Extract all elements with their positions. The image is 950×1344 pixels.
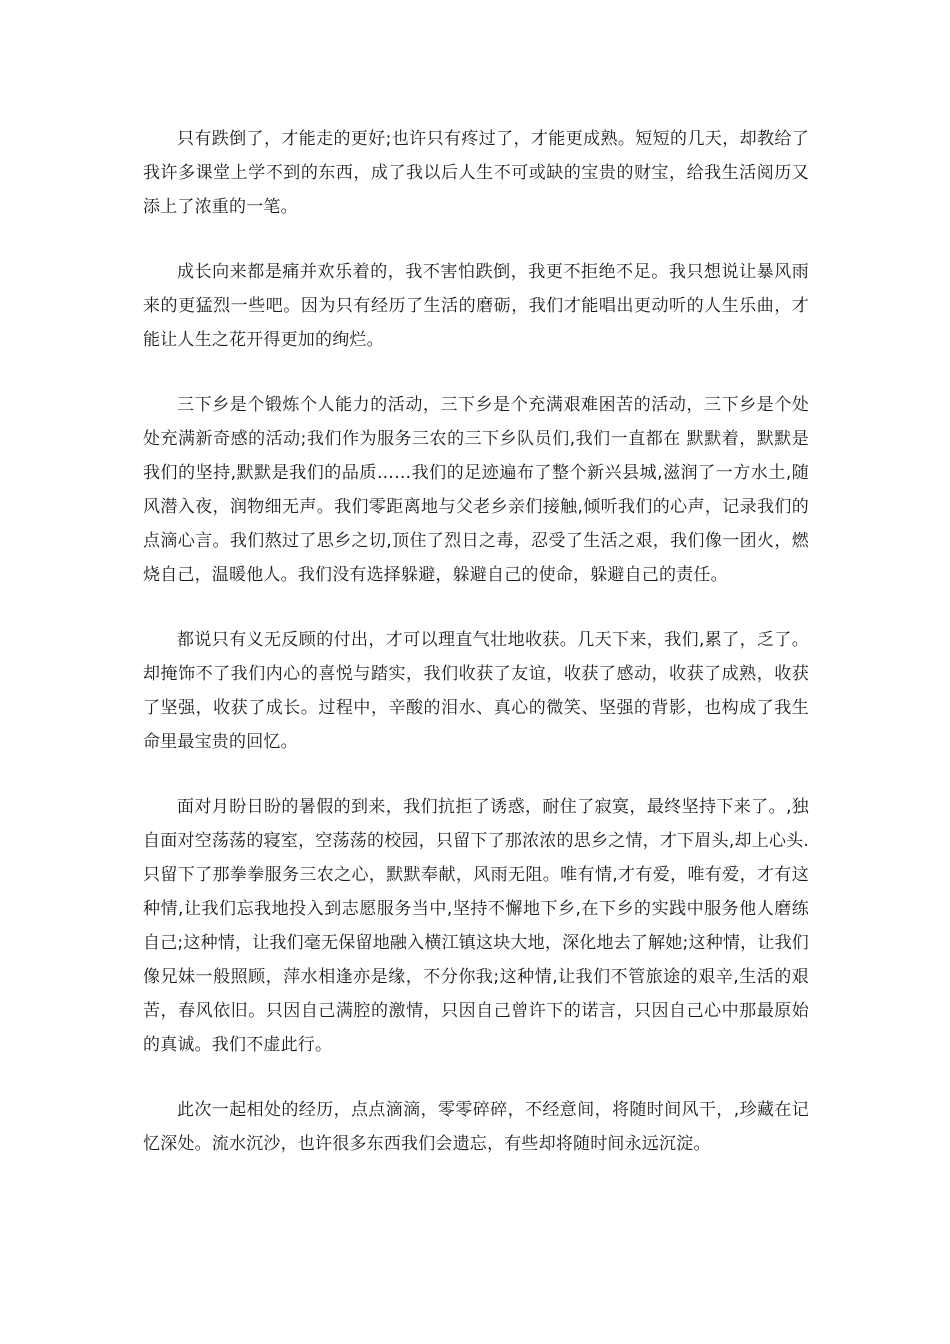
paragraph: 成长向来都是痛并欢乐着的，我不害怕跌倒，我更不拒绝不足。我只想说让暴风雨来的更猛烈一些吧。因为只有经历了生活的磨砺，我们才能唱出更动听的人生乐曲，才能让人生之花开得更加的绚烂。 <box>143 262 809 350</box>
paragraph: 只有跌倒了，才能走的更好;也许只有疼过了，才能更成熟。短短的几天，却教给了我许多课堂上学不到的东西，成了我以后人生不可或缺的宝贵的财宝，给我生活阅历又添上了浓重的一笔。 <box>143 129 809 217</box>
paragraph: 都说只有义无反顾的付出，才可以理直气壮地收获。几天下来，我们,累了，乏了。却掩饰不了我们内心的喜悦与踏实，我们收获了友谊，收获了感动，收获了成熟，收获了坚强，收获了成长。过程中，辛酸的泪水、真心的微笑、坚强的背影，也构成了我生命里最宝贵的回忆。 <box>143 630 809 752</box>
paragraph: 此次一起相处的经历，点点滴滴，零零碎碎，不经意间，将随时间风干，,珍藏在记忆深处。流水沉沙，也许很多东西我们会遗忘，有些却将随时间永远沉淀。 <box>143 1100 809 1154</box>
document-body <box>143 122 809 1192</box>
paragraph: 三下乡是个锻炼个人能力的活动，三下乡是个充满艰难困苦的活动，三下乡是个处处充满新奇感的活动;我们作为服务三农的三下乡队员们,我们一直都在 默默着，默默是我们的坚持,默默是我们的品质……我们的足迹遍布了整个新兴县城,滋润了一方水土,随风潜入夜，润物细无声。我们零距离地与父老乡亲们接触,倾听我们的心声，记录我们的点滴心言。我们熬过了思乡之切,顶住了烈日之毒，忍受了生活之艰，我们像一团火，燃烧自己，温暖他人。我们没有选择躲避，躲避自己的使命，躲避自己的责任。 <box>143 395 809 585</box>
paragraph: 面对月盼日盼的暑假的到来，我们抗拒了诱惑，耐住了寂寞，最终坚持下来了。,独自面对空荡荡的寝室，空荡荡的校园，只留下了那浓浓的思乡之情，才下眉头,却上心头. 只留下了那拳拳服务三农之心，默默奉献，风雨无阻。唯有情,才有爱，唯有爱，才有这种情,让我们忘我地投入到志愿服务当中,坚持不懈地下乡,在下乡的实践中服务他人磨练自己;这种情，让我们毫无保留地融入横江镇这块大地，深化地去了解她;这种情，让我们像兄妹一般照顾，萍水相逢亦是缘，不分你我;这种情,让我们不管旅途的艰辛,生活的艰苦，春风依旧。只因自己满腔的激情，只因自己曾许下的诺言，只因自己心中那最原始的真诚。我们不虚此行。 <box>143 797 809 1055</box>
